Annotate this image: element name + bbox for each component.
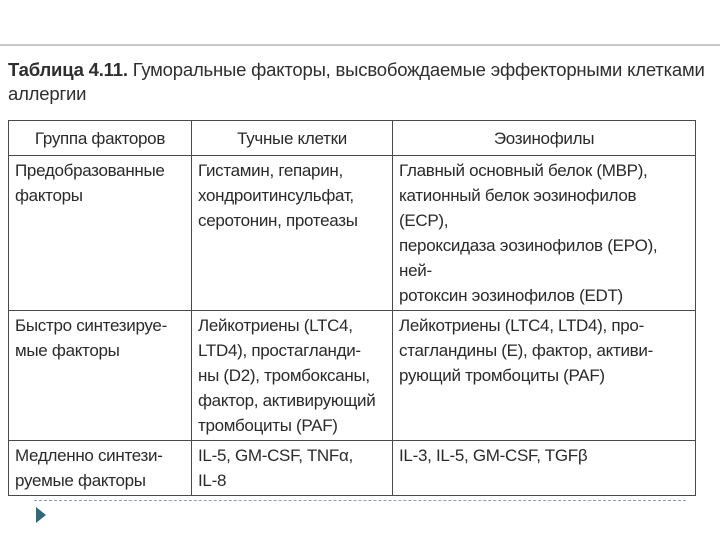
top-divider [0,44,720,46]
cell-eos: Лейкотриены (LTC4, LTD4), про- стагландины (E), фактор, активи- рующий тромбоциты (PAF) [393,311,696,441]
table-header-row [9,121,696,156]
cell-eos: Главный основный белок (MBP), катионный белок эозинофилов (ECP), пероксидаза эозинофилов (EPO), ней- ротоксин эозинофилов (EDT) [393,156,696,311]
play-triangle-icon[interactable] [36,507,46,523]
header-eosinophils: Эозинофилы [393,121,696,156]
table-caption [8,58,708,106]
table-row [9,311,696,441]
cell-mast: Лейкотриены (LTC4, LTD4), простагланди- ны (D2), тромбоксаны, фактор, активирующий тромбоциты (PAF) [192,311,393,441]
header-group: Группа факторов [9,121,192,156]
caption-label: Таблица 4.11. [8,59,128,80]
cell-eos: IL-3, IL-5, GM-CSF, TGFβ [393,441,696,496]
caption-text: Гуморальные факторы, высвобождаемые эффекторными клетками аллергии [8,59,705,104]
cell-group: Предобразованные факторы [9,156,192,311]
cell-mast: IL-5, GM-CSF, TNFα, IL-8 [192,441,393,496]
footer-divider [34,500,686,501]
cell-mast: Гистамин, гепарин, хондроитинсульфат, серотонин, протеазы [192,156,393,311]
cell-group: Быстро синтезируе- мые факторы [9,311,192,441]
table-row [9,441,696,496]
factors-table [8,120,696,496]
cell-group: Медленно синтези- руемые факторы [9,441,192,496]
header-mast-cells: Тучные клетки [192,121,393,156]
table-row [9,156,696,311]
